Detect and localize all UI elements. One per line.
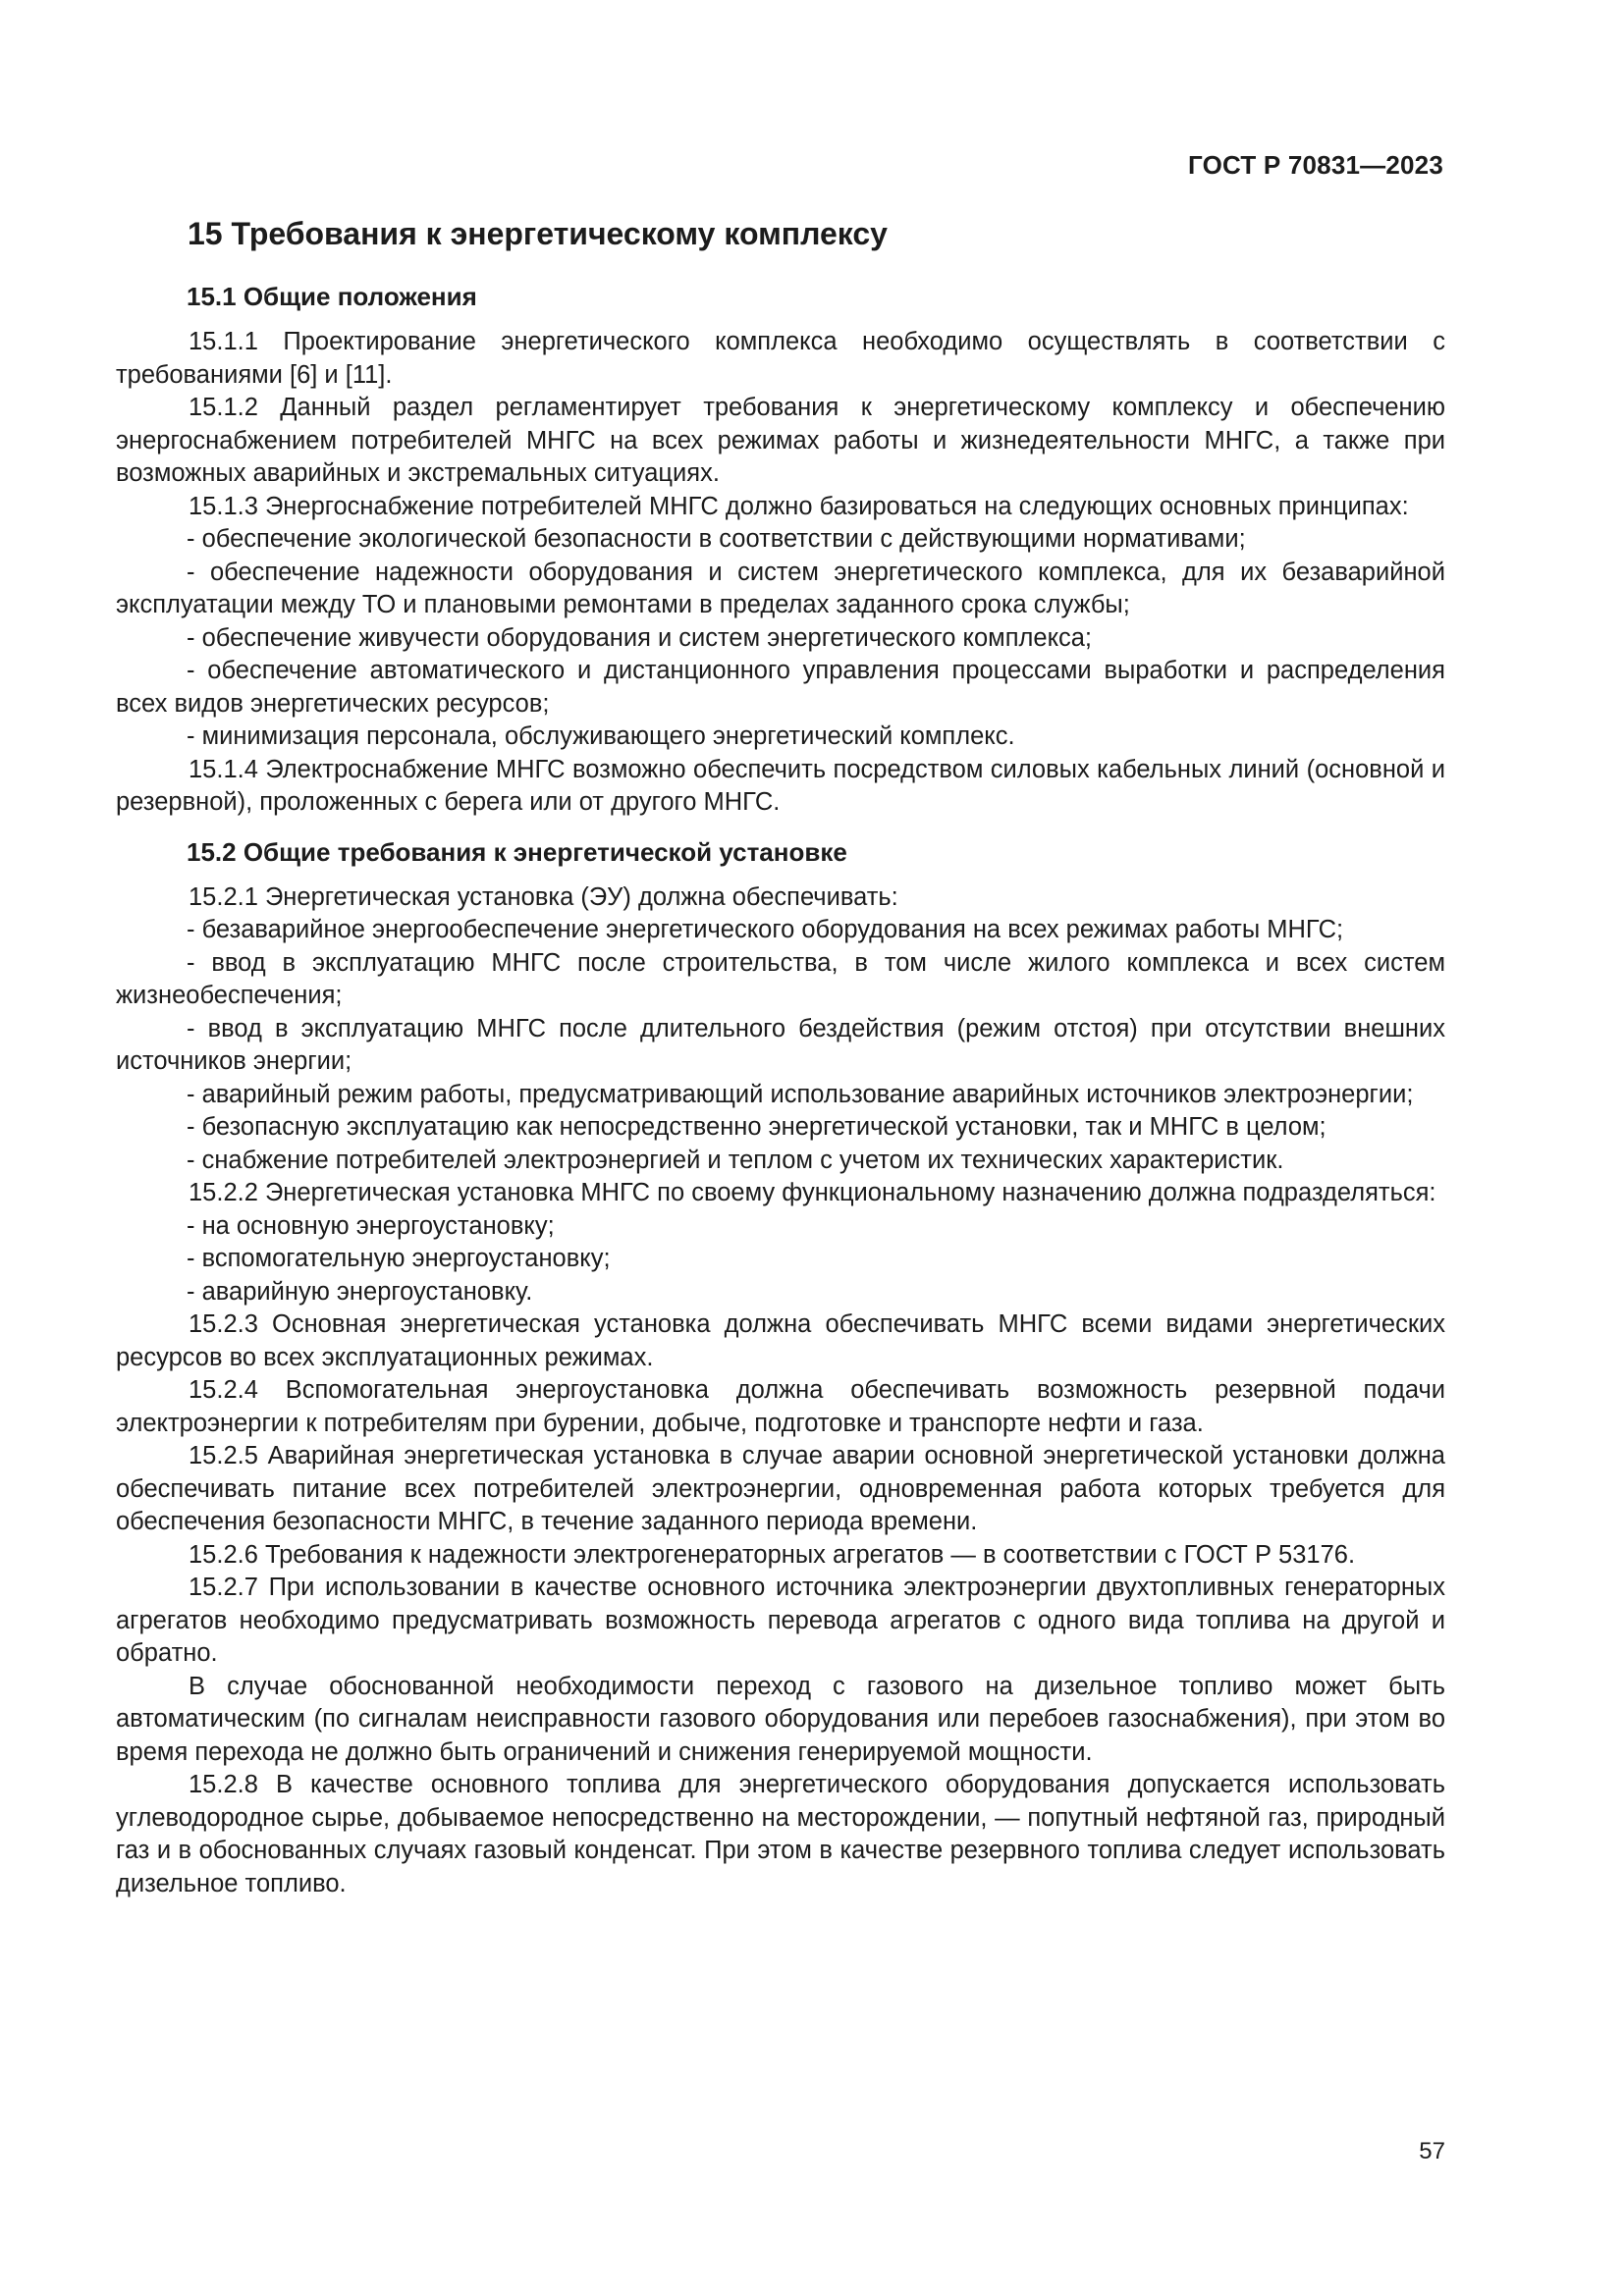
list-item: - безаварийное энергообеспечение энергетического оборудования на всех режимах работы МНГС; — [187, 916, 1344, 943]
paragraph-15-2-5: 15.2.5 Аварийная энергетическая установка в случае аварии основной энергетической установки должна обеспечивать питание всех потребителей электроэнергии, одновременная работа которых требуется для обеспечения безопасности МНГС, в течение заданного периода времени. — [116, 1442, 1445, 1535]
paragraph-15-2-4: 15.2.4 Вспомогательная энергоустановка должна обеспечивать возможность резервной подачи электроэнергии к потребителям при бурении, добыче, подготовке и транспорте нефти и газа. — [116, 1376, 1445, 1437]
paragraph-15-1-4: 15.1.4 Электроснабжение МНГС возможно обеспечить посредством силовых кабельных линий (основной и резервной), проложенных с берега или от другого МНГС. — [116, 755, 1445, 816]
paragraph-15-2-7: 15.2.7 При использовании в качестве основного источника электроэнергии двухтопливных генераторных агрегатов необходимо предусматривать возможность перевода агрегатов с одного вида топлива на другой и обратно. — [116, 1574, 1445, 1667]
list-item: - обеспечение надежности оборудования и систем энергетического комплекса, для их безаварийной эксплуатации между ТО и плановыми ремонтами в пределах заданного срока службы; — [116, 558, 1445, 618]
list-item: - обеспечение экологической безопасности в соответствии с действующими нормативами; — [187, 525, 1246, 553]
paragraph-15-1-2: 15.1.2 Данный раздел регламентирует требования к энергетическому комплексу и обеспечению энергоснабжением потребителей МНГС на всех режимах работы и жизнедеятельности МНГС, а также при возможных аварийных и экстремальных ситуациях. — [116, 394, 1445, 487]
list-item: - аварийную энергоустановку. — [187, 1277, 533, 1306]
page-number: 57 — [1419, 2138, 1445, 2164]
section-title: 15 Требования к энергетическому комплексу — [188, 216, 888, 251]
paragraph-15-2-1: 15.2.1 Энергетическая установка (ЭУ) должна обеспечивать: — [189, 882, 898, 911]
list-item: - вспомогательную энергоустановку; — [187, 1245, 611, 1272]
paragraph-15-2-3: 15.2.3 Основная энергетическая установка должна обеспечивать МНГС всеми видами энергетических ресурсов во всех эксплуатационных режимах. — [116, 1310, 1445, 1371]
list-item: - ввод в эксплуатацию МНГС после строительства, в том числе жилого комплекса и всех систем жизнеобеспечения; — [116, 948, 1445, 1009]
subsection-title-15-1: 15.1 Общие положения — [187, 282, 477, 311]
document-body — [116, 216, 1445, 1900]
list-item: - аварийный режим работы, предусматривающий использование аварийных источников электроэнергии; — [187, 1080, 1414, 1108]
paragraph-15-2-2: 15.2.2 Энергетическая установка МНГС по своему функциональному назначению должна подразделяться: — [189, 1179, 1436, 1206]
paragraph-15-1-1: 15.1.1 Проектирование энергетического комплекса необходимо осуществлять в соответствии с требованиями [6] и [11]. — [116, 328, 1445, 389]
paragraph-15-1-3: 15.1.3 Энергоснабжение потребителей МНГС должно базироваться на следующих основных принципах: — [189, 492, 1409, 520]
list-item: - безопасную эксплуатацию как непосредственно энергетической установки, так и МНГС в целом; — [187, 1113, 1326, 1141]
list-item: - ввод в эксплуатацию МНГС после длительного бездействия (режим отстоя) при отсутствии внешних источников энергии; — [116, 1014, 1445, 1075]
list-item: - обеспечение автоматического и дистанционного управления процессами выработки и распределения всех видов энергетических ресурсов; — [116, 657, 1445, 718]
list-item: - на основную энергоустановку; — [187, 1211, 555, 1240]
paragraph-15-2-7-cont: В случае обоснованной необходимости переход с газового на дизельное топливо может быть автоматическим (по сигналам неисправности газового оборудования или перебоев газоснабжения), при этом во время перехода не должно быть ограничений и снижения генерируемой мощности. — [116, 1672, 1445, 1766]
document-code-header: ГОСТ Р 70831—2023 — [1188, 150, 1443, 180]
subsection-title-15-2: 15.2 Общие требования к энергетической установке — [187, 836, 847, 867]
list-item: - минимизация персонала, обслуживающего энергетический комплекс. — [187, 722, 1015, 750]
list-item: - снабжение потребителей электроэнергией и теплом с учетом их технических характеристик. — [187, 1146, 1284, 1174]
paragraph-15-2-8: 15.2.8 В качестве основного топлива для энергетического оборудования допускается использовать углеводородное сырье, добываемое непосредственно на месторождении, — попутный нефтяной газ, природный газ и в обоснованных случаях газовый конденсат. При этом в качестве резервного топлива следует использовать дизельное топливо. — [116, 1771, 1445, 1897]
list-item: - обеспечение живучести оборудования и систем энергетического комплекса; — [187, 623, 1093, 652]
paragraph-15-2-6: 15.2.6 Требования к надежности электрогенераторных агрегатов — в соответствии с ГОСТ Р 53176. — [189, 1540, 1356, 1569]
